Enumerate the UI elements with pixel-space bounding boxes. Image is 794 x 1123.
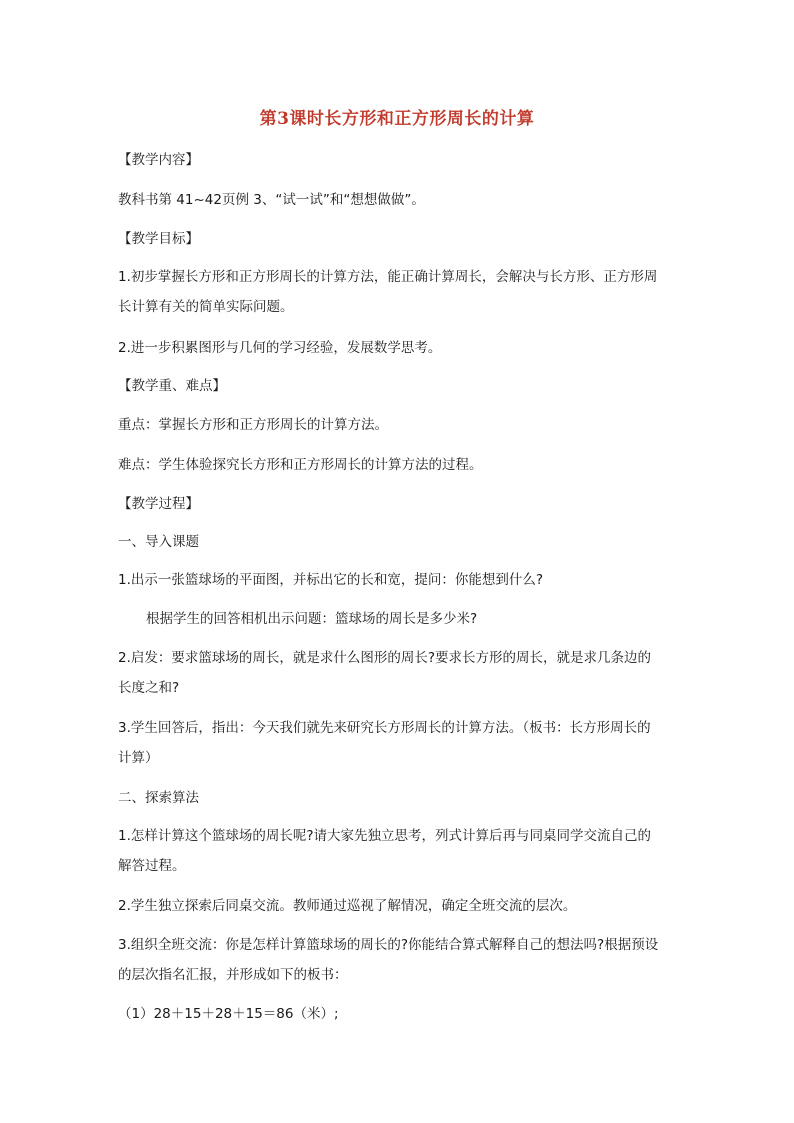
intro-step-1-note: 根据学生的回答相机出示问题：篮球场的周长是多少米? [146, 611, 478, 627]
intro-step-1: 1.出示一张篮球场的平面图，并标出它的长和宽，提问：你能想到什么? [118, 572, 544, 588]
section-heading-process: 【教学过程】 [118, 496, 199, 512]
paragraph-content: 教科书第 41~42页例 3、“试一试”和“想想做做”。 [118, 192, 425, 208]
intro-step-2-line-2: 长度之和? [118, 680, 180, 696]
section-heading-content: 【教学内容】 [118, 152, 199, 168]
explore-step-3-line-2: 的层次指名汇报，并形成如下的板书： [118, 967, 348, 983]
goal-1-line-1: 1.初步掌握长方形和正方形周长的计算方法，能正确计算周长，会解决与长方形、正方形周 [118, 269, 658, 285]
board-formula-1: （1）28＋15＋28＋15＝86（米）; [118, 1006, 339, 1022]
explore-step-3-line-1: 3.组织全班交流：你是怎样计算篮球场的周长的?你能结合算式解释自己的想法吗?根据预设 [118, 937, 659, 953]
goal-1-line-2: 长计算有关的简单实际问题。 [118, 299, 294, 315]
goal-2: 2.进一步积累图形与几何的学习经验，发展数学思考。 [118, 340, 442, 356]
subsection-explore: 二、探索算法 [118, 790, 199, 806]
explore-step-1-line-1: 1.怎样计算这个篮球场的周长呢?请大家先独立思考，列式计算后再与同桌同学交流自己的 [118, 828, 652, 844]
section-heading-goals: 【教学目标】 [118, 231, 199, 247]
intro-step-3-line-2: 计算） [118, 750, 159, 766]
key-point: 重点：掌握长方形和正方形周长的计算方法。 [118, 417, 388, 433]
explore-step-2: 2.学生独立探索后同桌交流。教师通过巡视了解情况，确定全班交流的层次。 [118, 898, 577, 914]
intro-step-3-line-1: 3.学生回答后，指出：今天我们就先来研究长方形周长的计算方法。（板书：长方形周长的 [118, 720, 651, 736]
explore-step-1-line-2: 解答过程。 [118, 858, 186, 874]
intro-step-2-line-1: 2.启发：要求篮球场的周长，就是求什么图形的周长?要求长方形的周长，就是求几条边的 [118, 650, 652, 666]
page-title: 第3课时长方形和正方形周长的计算 [259, 109, 535, 129]
subsection-intro: 一、导入课题 [118, 534, 199, 550]
section-heading-key-points: 【教学重、难点】 [118, 378, 226, 394]
difficult-point: 难点：学生体验探究长方形和正方形周长的计算方法的过程。 [118, 457, 483, 473]
